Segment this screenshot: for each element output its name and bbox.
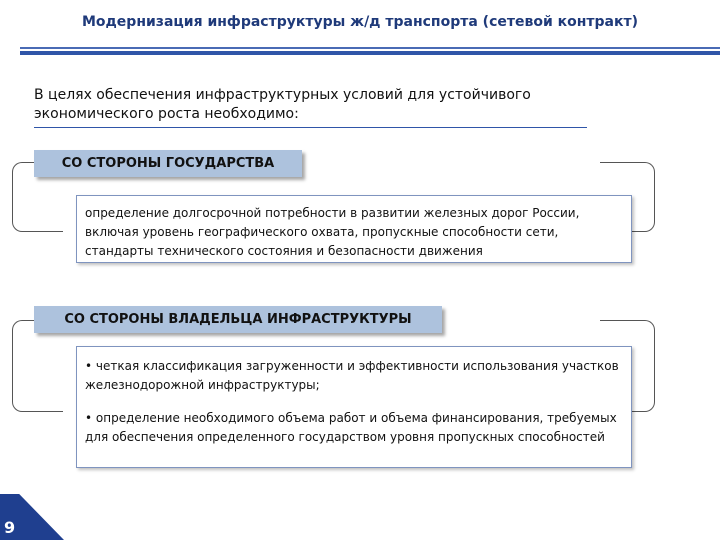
title-divider-thick — [20, 51, 720, 55]
intro-divider — [34, 127, 587, 128]
slide-title: Модернизация инфраструктуры ж/д транспорта (сетевой контракт) — [81, 14, 639, 30]
section-state-text: определение долгосрочной потребности в развитии железных дорог России, включая уровень географического охвата, пропускные способности сети, стандарты технического состояния и безопасности движения — [85, 206, 580, 258]
intro-text: В целях обеспечения инфраструктурных условий для устойчивого экономического роста необходимо: — [34, 87, 531, 122]
section-owner-bullet-2: • определение необходимого объема работ и объема финансирования, требуемых для обеспечения определенного государством уровня пропускных способностей — [85, 411, 617, 444]
section-owner-frame-left — [12, 320, 63, 412]
section-owner-box — [76, 346, 632, 468]
section-owner-header: СО СТОРОНЫ ВЛАДЕЛЬЦА ИНФРАСТРУКТУРЫ — [34, 306, 442, 333]
section-state-box — [76, 195, 632, 263]
slide-number: 9 — [4, 518, 16, 537]
section-state-header: СО СТОРОНЫ ГОСУДАРСТВА — [34, 150, 302, 177]
title-divider-thin — [20, 47, 720, 49]
section-owner-bullet-1: • четкая классификация загруженности и эффективности использования участков железнодорожной инфраструктуры; — [85, 359, 619, 392]
